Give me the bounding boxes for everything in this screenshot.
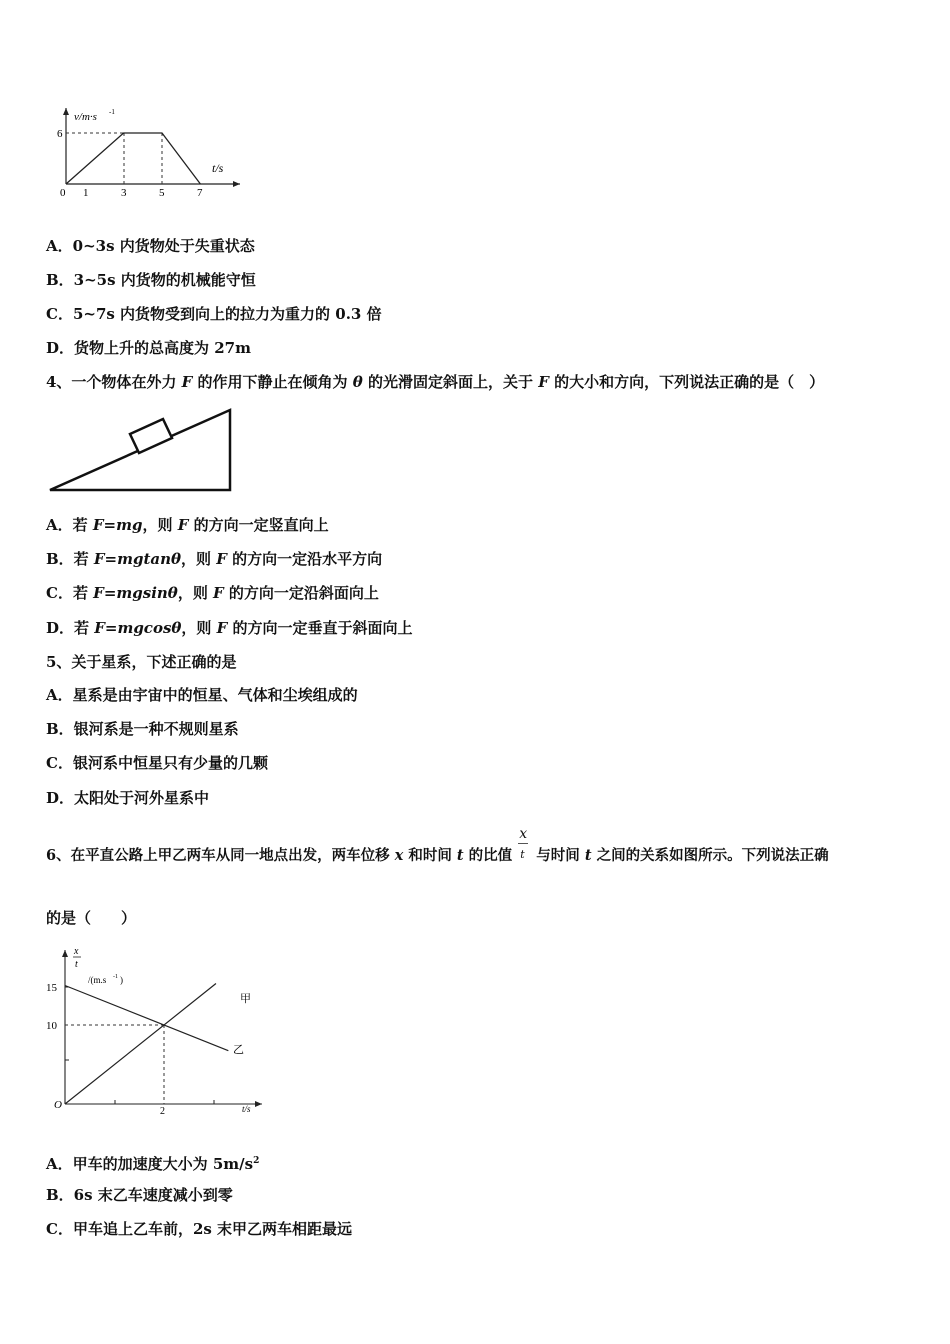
q3-option-c: C．5~7s 内货物受到向上的拉力为重力的 0.3 倍 bbox=[46, 305, 382, 323]
unit-label: /(m.s bbox=[88, 975, 107, 985]
x-axis-arrow bbox=[233, 181, 240, 187]
q4-option-c: C．若 F=mgsinθ，则 F 的方向一定沿斜面向上 bbox=[46, 584, 379, 602]
q3-option-a: A．0~3s 内货物处于失重状态 bbox=[46, 237, 255, 255]
series-jia-line bbox=[65, 984, 216, 1104]
y-label: v/m·s bbox=[74, 111, 97, 123]
origin-label: O bbox=[54, 1099, 62, 1111]
label-yi: 乙 bbox=[233, 1044, 244, 1056]
q5-option-a: A．星系是由宇宙中的恒星、气体和尘埃组成的 bbox=[46, 686, 358, 704]
x-tick-3: 3 bbox=[121, 187, 127, 199]
incline-diagram bbox=[46, 406, 236, 496]
q6-option-c: C．甲车追上乙车前，2s 末甲乙两车相距最远 bbox=[46, 1220, 353, 1238]
x-tick-2: 2 bbox=[160, 1106, 165, 1117]
y-label-sup: -1 bbox=[109, 108, 115, 116]
block bbox=[130, 419, 172, 453]
xt-graph bbox=[40, 940, 270, 1120]
vt-graph bbox=[44, 100, 244, 200]
q3-option-b: B．3~5s 内货物的机械能守恒 bbox=[46, 271, 256, 289]
x-label: t/s bbox=[242, 1104, 251, 1114]
y-axis-arrow bbox=[63, 108, 69, 115]
y-tick-10: 10 bbox=[46, 1020, 57, 1032]
q3-option-d: D．货物上升的总高度为 27m bbox=[46, 339, 251, 357]
x-tick-5: 5 bbox=[159, 187, 165, 199]
y-axis-arrow bbox=[62, 950, 68, 957]
incline-svg bbox=[46, 406, 236, 496]
x-axis-arrow bbox=[255, 1101, 262, 1107]
unit-sup: -1 bbox=[113, 974, 118, 980]
q5-option-c: C．银河系中恒星只有少量的几颗 bbox=[46, 754, 268, 772]
series-yi-line bbox=[65, 986, 228, 1051]
q5-option-d: D．太阳处于河外星系中 bbox=[46, 789, 210, 807]
fraction-x-over-t: $\frac{x}{t}$ bbox=[519, 826, 528, 861]
x-tick-7: 7 bbox=[197, 187, 203, 199]
q6-option-a: A．甲车的加速度大小为 $5m/s^2$ bbox=[46, 1155, 260, 1173]
unit-end: ) bbox=[120, 975, 123, 985]
x-tick-0: 0 bbox=[60, 187, 66, 199]
q6-stem: 6、在平直公路上甲乙两车从同一地点出发，两车位移 x 和时间 t 的比值 $\frac{x}{t}$ 与时间 t 之间的关系如图所示。下列说法正确 bbox=[46, 826, 829, 864]
x-label: t/s bbox=[212, 161, 224, 175]
vt-graph-svg bbox=[44, 100, 244, 200]
y-label-num: x bbox=[74, 946, 79, 957]
q4-option-a: A．若 F=mg，则 F 的方向一定竖直向上 bbox=[46, 516, 329, 534]
q4-stem: 4、一个物体在外力 F 的作用下静止在倾角为 θ 的光滑固定斜面上，关于 F 的大小和方向，下列说法正确的是（ ） bbox=[46, 373, 825, 391]
y-tick-15: 15 bbox=[46, 982, 57, 994]
label-jia: 甲 bbox=[240, 993, 251, 1005]
vt-curve bbox=[66, 133, 200, 184]
q5-stem: 5、关于星系，下述正确的是 bbox=[46, 653, 237, 671]
q6-option-b: B．6s 末乙车速度减小到零 bbox=[46, 1186, 233, 1204]
q6-stem-line2: 的是（ ） bbox=[46, 909, 137, 927]
q5-option-b: B．银河系是一种不规则星系 bbox=[46, 720, 239, 738]
y-label-den: t bbox=[75, 959, 78, 970]
xt-graph-svg bbox=[40, 940, 270, 1120]
q4-option-d: D．若 F=mgcosθ，则 F 的方向一定垂直于斜面向上 bbox=[46, 619, 413, 637]
q4-option-b: B．若 F=mgtanθ，则 F 的方向一定沿水平方向 bbox=[46, 550, 383, 568]
y-tick-6: 6 bbox=[57, 128, 63, 140]
x-tick-1: 1 bbox=[83, 187, 89, 199]
